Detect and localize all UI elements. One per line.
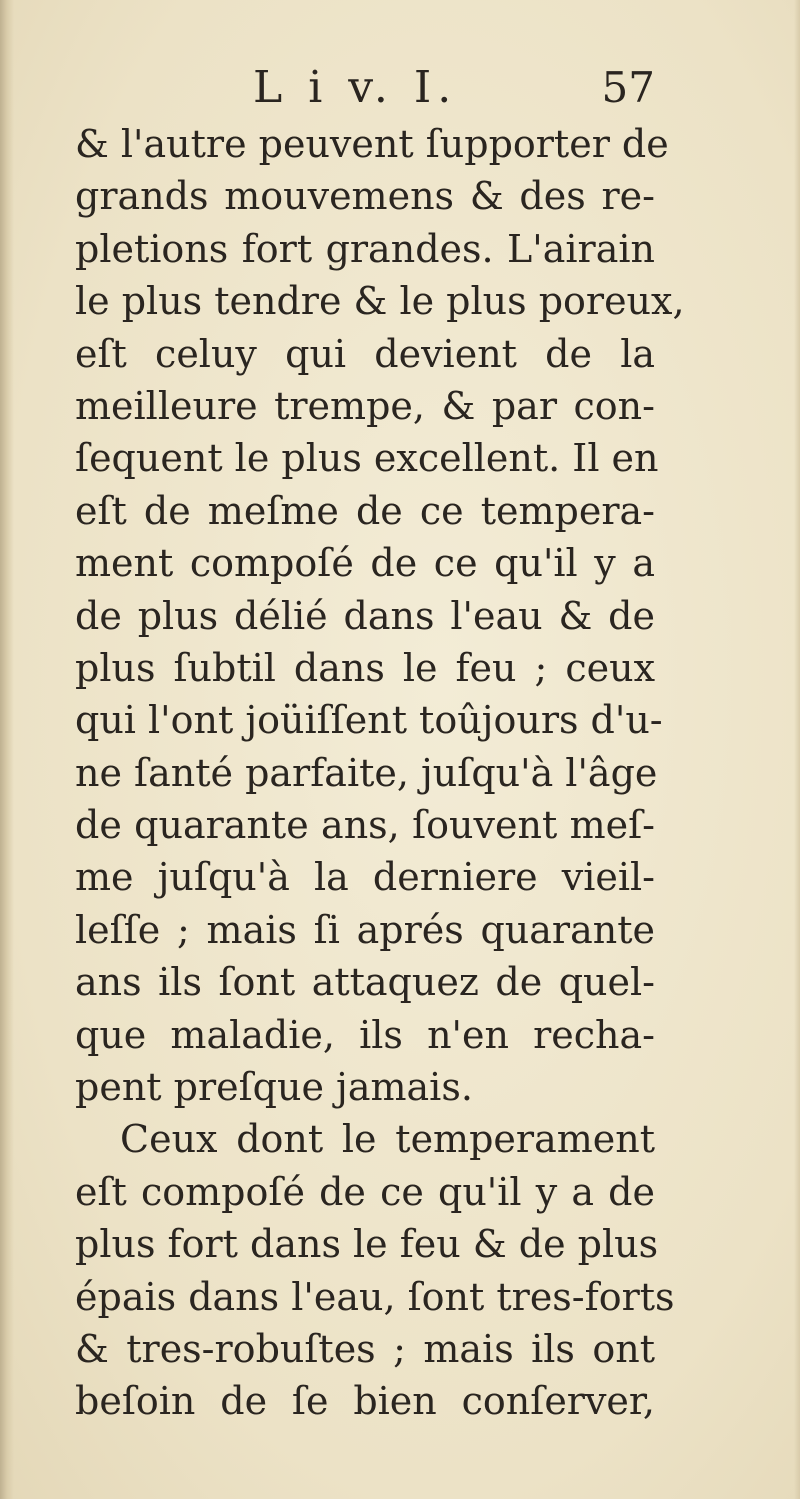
page-edge (794, 0, 800, 1499)
text-line: épais dans l'eau, ſont tres-forts (75, 1274, 675, 1319)
running-title: L i v. I. (253, 62, 458, 113)
paragraph-2 (75, 1113, 675, 1427)
body-text (75, 118, 685, 1428)
text-line: ſequent le plus excellent. Il en (75, 436, 659, 481)
text-line: beſoin de ſe bien conſerver, (75, 1379, 655, 1424)
text-line: ment compoſé de ce qu'il y a (75, 541, 655, 586)
text-line: que maladie, ils n'en recha- (75, 1012, 655, 1057)
text-line: me juſqu'à la derniere vieil- (75, 855, 655, 900)
text-line: plus fort dans le feu & de plus (75, 1222, 659, 1267)
text-line: de plus délié dans l'eau & de (75, 593, 655, 638)
text-line: eſt compoſé de ce qu'il y a de (75, 1169, 655, 1214)
text-line: ans ils ſont attaquez de quel- (75, 960, 655, 1005)
text-line: leſſe ; mais ſi aprés quarante (75, 907, 655, 952)
text-line: de quarante ans, ſouvent meſ- (75, 803, 655, 848)
text-line: pent preſque jamais. (75, 1065, 473, 1110)
text-line: & tres-robuſtes ; mais ils ont (75, 1326, 655, 1371)
text-line: plus ſubtil dans le feu ; ceux (75, 645, 655, 690)
text-line: eſt de meſme de ce tempera- (75, 488, 655, 533)
text-line: ne ſanté parfaite, juſqu'à l'âge (75, 750, 658, 795)
page-number: 57 (601, 63, 655, 112)
text-line: qui l'ont joüiſſent toûjours d'u- (75, 698, 663, 743)
text-line: meilleure trempe, & par con- (75, 383, 655, 428)
text-line: pletions fort grandes. L'airain (75, 226, 655, 271)
text-line: le plus tendre & le plus poreux, (75, 279, 685, 324)
running-head (75, 58, 655, 118)
text-line: & l'autre peuvent ſupporter de (75, 122, 669, 166)
paragraph-1 (75, 118, 685, 1113)
text-line: grands mouvemens & des re- (75, 174, 655, 219)
gutter-shadow (0, 0, 14, 1499)
text-line: eſt celuy qui devient de la (75, 331, 655, 376)
text-line: Ceux dont le temperament (120, 1117, 655, 1162)
